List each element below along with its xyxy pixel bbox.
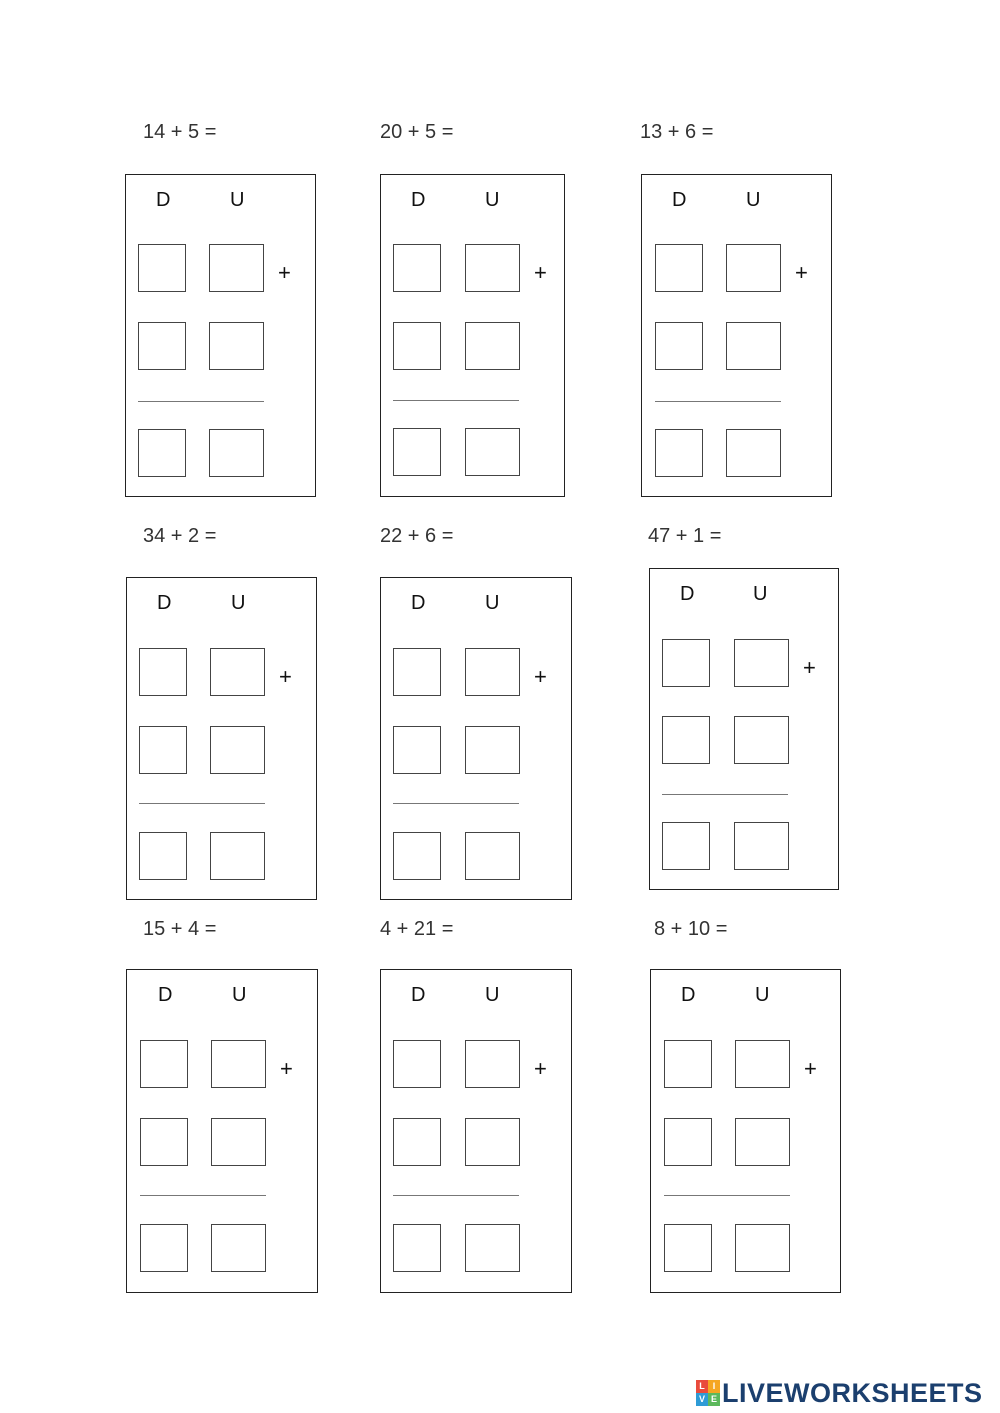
addend-2-units-box[interactable] (211, 1118, 266, 1166)
column-label-tens: D (411, 189, 426, 211)
place-value-card-4 (126, 577, 317, 900)
addend-1-tens-box[interactable] (138, 244, 186, 292)
equation-9: 8 + 10 = (654, 918, 728, 940)
column-label-units: U (755, 984, 770, 1006)
sum-tens-box[interactable] (655, 429, 703, 477)
plus-sign: + (534, 664, 547, 689)
addend-1-units-box[interactable] (465, 1040, 520, 1088)
addend-2-tens-box[interactable] (140, 1118, 188, 1166)
addend-2-units-box[interactable] (465, 1118, 520, 1166)
sum-units-box[interactable] (211, 1224, 266, 1272)
addend-2-tens-box[interactable] (662, 716, 710, 764)
plus-sign: + (279, 664, 292, 689)
addend-1-units-box[interactable] (465, 244, 520, 292)
equation-8: 4 + 21 = (380, 918, 454, 940)
sum-line (662, 794, 788, 795)
sum-line (393, 803, 519, 804)
addend-2-tens-box[interactable] (393, 1118, 441, 1166)
column-label-tens: D (680, 583, 695, 605)
brand-text: LIVEWORKSHEETS (722, 1377, 983, 1408)
logo-letter: V (696, 1393, 708, 1406)
sum-units-box[interactable] (209, 429, 264, 477)
logo-letter: L (696, 1380, 708, 1393)
sum-line (664, 1195, 790, 1196)
place-value-card-9 (650, 969, 841, 1293)
addend-1-units-box[interactable] (734, 639, 789, 687)
addend-1-tens-box[interactable] (664, 1040, 712, 1088)
addend-1-units-box[interactable] (211, 1040, 266, 1088)
sum-tens-box[interactable] (393, 832, 441, 880)
column-label-tens: D (411, 592, 426, 614)
column-label-units: U (753, 583, 768, 605)
place-value-card-7 (126, 969, 318, 1293)
place-value-card-1 (125, 174, 316, 497)
addend-2-tens-box[interactable] (655, 322, 703, 370)
column-label-tens: D (411, 984, 426, 1006)
addend-2-units-box[interactable] (209, 322, 264, 370)
liveworksheets-brand (696, 1378, 983, 1408)
sum-tens-box[interactable] (393, 428, 441, 476)
sum-units-box[interactable] (210, 832, 265, 880)
addend-1-units-box[interactable] (465, 648, 520, 696)
sum-tens-box[interactable] (138, 429, 186, 477)
plus-sign: + (795, 260, 808, 285)
column-label-tens: D (681, 984, 696, 1006)
equation-4: 34 + 2 = (143, 525, 217, 547)
sum-line (140, 1195, 266, 1196)
equation-7: 15 + 4 = (143, 918, 217, 940)
addend-1-tens-box[interactable] (393, 648, 441, 696)
column-label-tens: D (157, 592, 172, 614)
equation-6: 47 + 1 = (648, 525, 722, 547)
addend-1-tens-box[interactable] (655, 244, 703, 292)
sum-tens-box[interactable] (139, 832, 187, 880)
sum-tens-box[interactable] (662, 822, 710, 870)
addend-1-tens-box[interactable] (393, 244, 441, 292)
equation-3: 13 + 6 = (640, 121, 714, 143)
sum-units-box[interactable] (735, 1224, 790, 1272)
column-label-units: U (230, 189, 245, 211)
addend-1-tens-box[interactable] (139, 648, 187, 696)
addend-1-tens-box[interactable] (393, 1040, 441, 1088)
addend-1-units-box[interactable] (726, 244, 781, 292)
sum-tens-box[interactable] (664, 1224, 712, 1272)
addend-2-tens-box[interactable] (393, 726, 441, 774)
column-label-tens: D (158, 984, 173, 1006)
liveworksheets-logo-icon (696, 1380, 720, 1406)
logo-letter: E (708, 1393, 720, 1406)
sum-line (393, 1195, 519, 1196)
equation-2: 20 + 5 = (380, 121, 454, 143)
sum-units-box[interactable] (465, 428, 520, 476)
place-value-card-3 (641, 174, 832, 497)
plus-sign: + (803, 655, 816, 680)
addend-2-units-box[interactable] (734, 716, 789, 764)
place-value-card-2 (380, 174, 565, 497)
place-value-card-6 (649, 568, 839, 890)
sum-line (139, 803, 265, 804)
column-label-units: U (231, 592, 246, 614)
column-label-units: U (746, 189, 761, 211)
logo-letter: I (708, 1380, 720, 1393)
sum-units-box[interactable] (726, 429, 781, 477)
equation-1: 14 + 5 = (143, 121, 217, 143)
sum-units-box[interactable] (465, 1224, 520, 1272)
addend-1-units-box[interactable] (209, 244, 264, 292)
sum-line (138, 401, 264, 402)
sum-line (393, 400, 519, 401)
column-label-units: U (232, 984, 247, 1006)
addend-1-units-box[interactable] (735, 1040, 790, 1088)
equation-5: 22 + 6 = (380, 525, 454, 547)
place-value-card-8 (380, 969, 572, 1293)
place-value-card-5 (380, 577, 572, 900)
sum-line (655, 401, 781, 402)
addend-1-units-box[interactable] (210, 648, 265, 696)
sum-units-box[interactable] (734, 822, 789, 870)
column-label-tens: D (156, 189, 171, 211)
sum-units-box[interactable] (465, 832, 520, 880)
addend-2-units-box[interactable] (726, 322, 781, 370)
addend-2-tens-box[interactable] (138, 322, 186, 370)
plus-sign: + (278, 260, 291, 285)
addend-2-units-box[interactable] (210, 726, 265, 774)
addend-1-tens-box[interactable] (662, 639, 710, 687)
plus-sign: + (804, 1056, 817, 1081)
addend-2-units-box[interactable] (735, 1118, 790, 1166)
plus-sign: + (280, 1056, 293, 1081)
column-label-units: U (485, 592, 500, 614)
addend-2-tens-box[interactable] (139, 726, 187, 774)
column-label-units: U (485, 189, 500, 211)
addend-1-tens-box[interactable] (140, 1040, 188, 1088)
column-label-tens: D (672, 189, 687, 211)
plus-sign: + (534, 1056, 547, 1081)
addend-2-units-box[interactable] (465, 726, 520, 774)
column-label-units: U (485, 984, 500, 1006)
addend-2-units-box[interactable] (465, 322, 520, 370)
plus-sign: + (534, 260, 547, 285)
addend-2-tens-box[interactable] (664, 1118, 712, 1166)
sum-tens-box[interactable] (140, 1224, 188, 1272)
sum-tens-box[interactable] (393, 1224, 441, 1272)
addend-2-tens-box[interactable] (393, 322, 441, 370)
